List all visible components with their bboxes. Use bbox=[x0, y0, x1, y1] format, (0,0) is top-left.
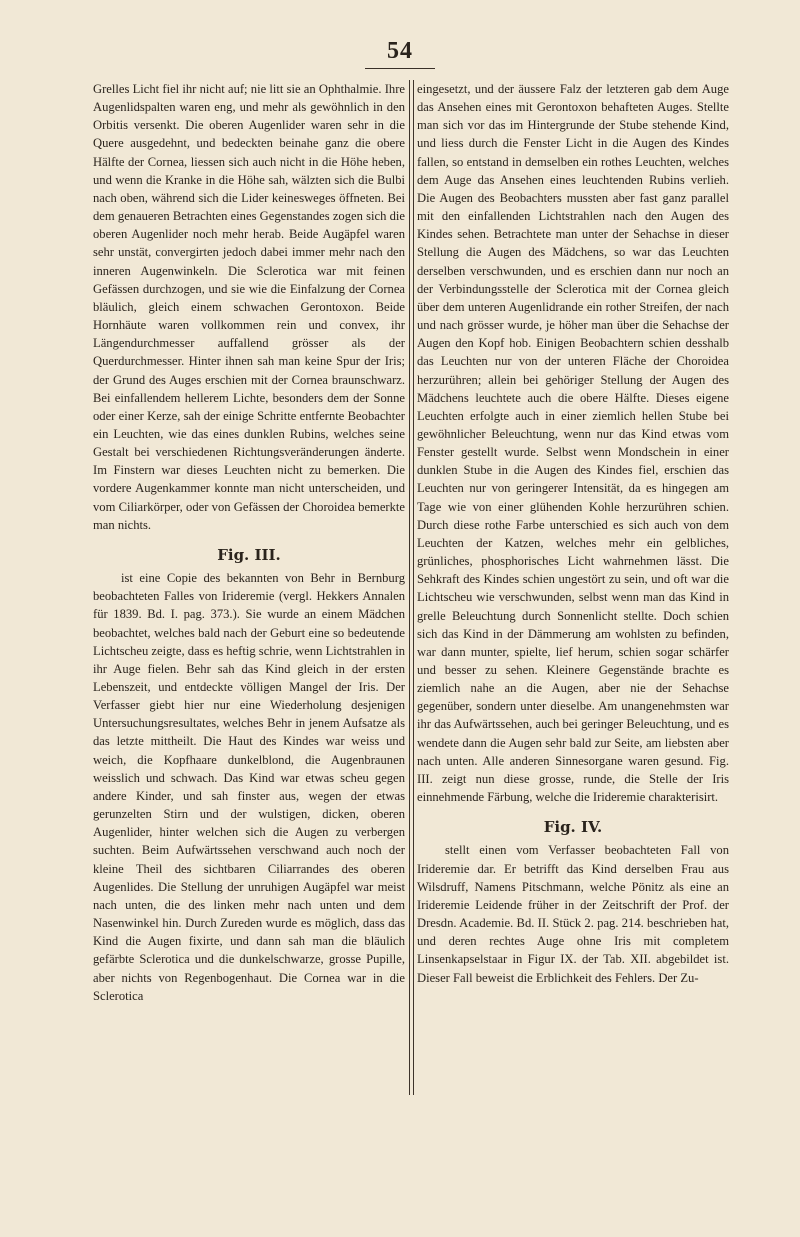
fig3-heading: Fig. III. bbox=[217, 545, 281, 564]
left-paragraph-1: Grelles Licht fiel ihr nicht auf; nie litt sie an Ophthalmie. Ihre Augenlidspalten waren eng, und mehr als gewöhnlich in den Orbitis versenkt. Die oberen Augenlider waren sehr in die Quere ausgedehnt, und bedeckten beinahe ganz die obere Hälfte der Cornea, liessen sich auch nicht in die Höhe heben, und wenn die Kranke in die Höhe sah, wälzten sich die Bulbi nach oben, während sich die Lider keinesweges öffneten. Bei dem genaueren Betrachten eines Gegenstandes zogen sich die oberen Augenlider noch mehr herab. Beide Augäpfel waren sehr unstät, convergirten jedoch dabei immer mehr nach den inneren Augenwinkeln. Die Sclerotica war mit feinen Gefässen durchzogen, und sie wie die Einfalzung der Cornea bläulich, gleich einem schwachen Gerontoxon. Beide Hornhäute waren vollkommen rein und convex, ihr Längendurchmesser auffallend grösser als der Querdurchmesser. Hinter ihnen sah man keine Spur der Iris; der Grund des Auges erschien mit der Cornea braunschwarz. Bei einfallendem hellerem Lichte, besonders dem der Sonne oder einer Kerze, sah der einige Schritte entfernte Beobachter ein Leuchten, wie das eines dunklen Rubins, welches seine Gestalt bei verschiedenen Richtungsveränderungen änderte. Im Finstern war dieses Leuchten nicht zu bemerken. Die vordere Augenkammer konnte man nicht unterscheiden, und vom Ciliarkörper, oder von Gefässen der Choroidea bemerkte man nichts. bbox=[93, 82, 405, 532]
right-column bbox=[417, 80, 729, 987]
left-column bbox=[93, 80, 405, 1005]
page-number: 54 bbox=[387, 38, 413, 64]
right-paragraph-2: stellt einen vom Verfasser beobachteten Fall von Irideremie dar. Er betrifft das Kind derselben Frau aus Wilsdruff, Namens Pitschmann, welche Pönitz als eine an Irideremie Leidende früher in der Zeitschrift der Prof. der Dresdn. Academie. Bd. II. Stück 2. pag. 214. beschrieben hat, und deren rechtes Auge ohne Iris mit completem Linsenkapselstaar in Figur IX. der Tab. XII. abgebildet ist. Dieser Fall beweist die Erblichkeit des Fehlers. Der Zu- bbox=[417, 843, 729, 985]
column-divider bbox=[409, 80, 414, 1095]
right-paragraph-1: eingesetzt, und der äussere Falz der letzteren gab dem Auge das Ansehen eines mit Gerontoxon behafteten Auges. Stellte man sich vor das im Hintergrunde der Stube stehende Kind, und liess durch die Fenster Licht in die Augen des Kindes fallen, so entstand in demselben ein rothes Leuchten, welches dem Auge das Ansehen eines leuchtenden Rubins verlieh. Die Augen des Beobachters mussten aber fast ganz parallel mit den einfallenden Lichtstrahlen nach den Augen des Kindes sehen. Betrachtete man unter der Sehachse in dieser Stellung die Augen des Mädchens, so war das Leuchten derselben verschwunden, und es erschien dann nur noch an der Verbindungsstelle der Sclerotica mit der Cornea gleich über dem unteren Augenlidrande ein rother Streifen, der nach und nach grösser wurde, je höher man über die Sehachse der Augen den Kopf hob. Einigen Beobachtern schien desshalb das Leuchten nur von der unteren Fläche der Choroidea herzurühren; allein bei gehöriger Stellung der Augen des Mädchens leuchtete auch die obere Hälfte. Dieses eigene Leuchten erfolgte auch in einer ziemlich hellen Stube bei gewöhnlicher Beleuchtung, wenn nur das Kind etwas vom Fenster gestellt wurde. Selbst wenn Mondschein in einer dunklen Stube in die Augen des Kindes fiel, erschien das Leuchten nur von geringerer Intensität, da es hingegen am Tage wie von einer glühenden Kohle herzurühren schien. Durch diese rothe Farbe unterschied es sich auch von dem Leuchten der Katzen, welches mehr ein gelbliches, grünliches, phosphorisches Licht wahrnehmen lässt. Die Sehkraft des Kindes schien ungestört zu sein, und oft war die Lichtscheu wie verschwunden, selbst wenn man das Kind in grelle Beleuchtung durch Sonnenlicht stellte. Doch schien sich das Kind in der Dämmerung am wohlsten zu befinden, war dann munter, spielte, lief herum, schien sogar schärfer und besser zu sehen. Kleinere Gegenstände brachte es ziemlich nahe an die Augen, aber nie der Sehachse gegenüber, sondern unter dieselbe. Am unangenehmsten war ihr das Aufwärtssehen, auch bei geringer Beleuchtung, und es wendete dann die Augen sehr bald zur Seite, am liebsten aber nach unten. Alle anderen Sinnesorgane waren gesund. Fig. III. zeigt nun diese grosse, runde, die Stelle der Iris einnehmende Färbung, welche die Irideremie charakterisirt. bbox=[417, 82, 729, 805]
header-rule bbox=[365, 68, 435, 69]
fig4-heading: Fig. IV. bbox=[543, 818, 603, 837]
left-paragraph-2: ist eine Copie des bekannten von Behr in Bernburg beobachteten Falles von Irideremie (vergl. Hekkers Annalen für 1839. Bd. I. pag. 373.). Sie wurde an einem Mädchen beobachtet, welches bald nach der Geburt eine so bedeutende Lichtscheu zeigte, dass es heftig schrie, wenn Lichtstrahlen in ihr Auge fielen. Behr sah das Kind gleich in der ersten Lebenszeit, und entdeckte völligen Mangel der Iris. Der Verfasser giebt hier nur eine Wiederholung desjenigen Untersuchungsresultates, welches Behr in jenem Aufsatze als das letzte mittheilt. Die Haut des Kindes war weiss und weich, die Kopfhaare dunkelblond, die Augenbraunen weisslich und schwach. Das Kind war etwas scheu gegen andere Kinder, und sah finster aus, wegen der etwas gerunzelten Stirn und der wulstigen, dicken, oberen Augenlider, hinter welchen sich die Augen zu verbergen suchten. Beim Aufwärtssehen verschwand auch noch der kleine Theil des sichtbaren Ciliarrandes des oberen Augenlides. Die Stellung der unruhigen Augäpfel war meist nach unten, die des linken mehr nach unten und dem Nasenwinkel hin. Durch Zureden wurde es möglich, dass das Kind die Augen fixirte, und dann sah man die bläulich gefärbte Sclerotica und die dunkelschwarze, grosse Pupille, aber nichts von Regenbogenhaut. Die Cornea war in die Sclerotica bbox=[93, 571, 405, 1003]
